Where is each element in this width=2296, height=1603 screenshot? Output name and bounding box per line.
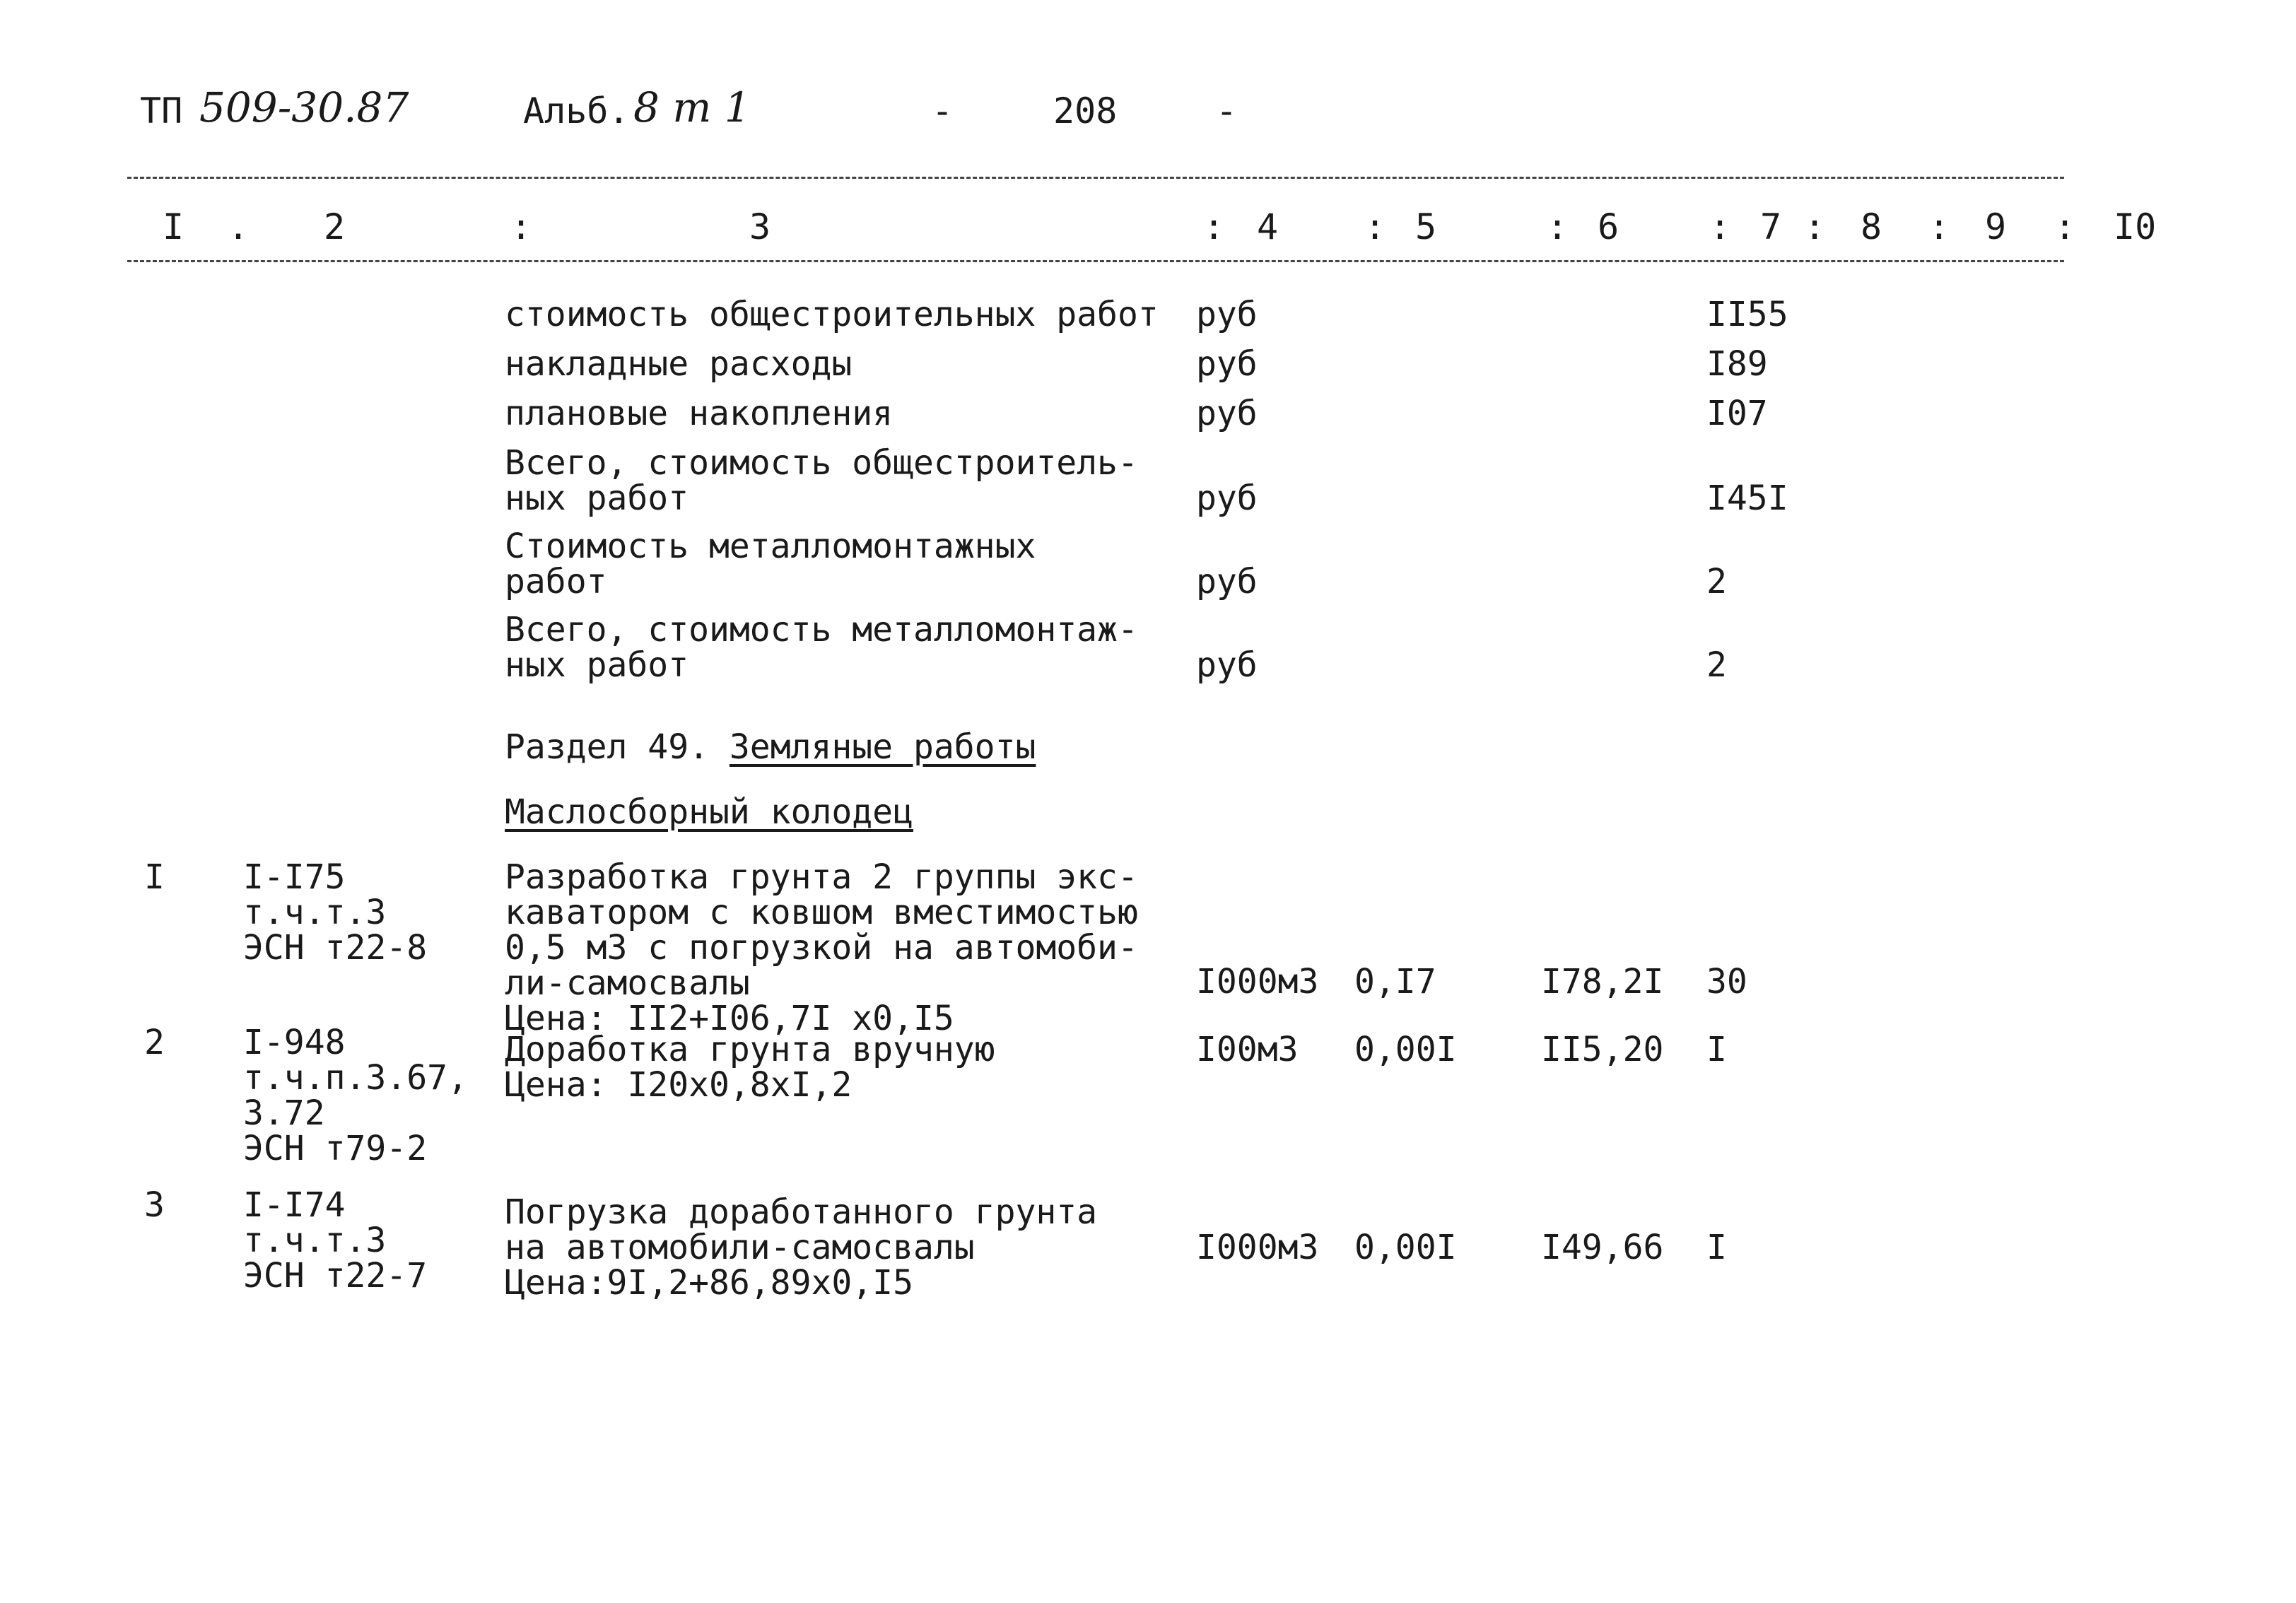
summary-amount: II55 bbox=[1706, 295, 1788, 334]
column-separator: : bbox=[1364, 206, 1386, 247]
summary-unit: руб bbox=[1196, 344, 1258, 384]
item-price: I49,66 bbox=[1541, 1228, 1664, 1267]
summary-name: стоимость общестроительных работ bbox=[505, 295, 1159, 334]
summary-amount: I89 bbox=[1706, 344, 1768, 384]
column-header: 5 bbox=[1415, 206, 1437, 247]
item-quantity: 0,00I bbox=[1354, 1228, 1457, 1267]
summary-unit: руб bbox=[1196, 645, 1258, 685]
item-price: I78,2I bbox=[1541, 962, 1664, 1002]
item-number: 3 bbox=[144, 1185, 165, 1225]
column-header: 2 bbox=[324, 206, 346, 247]
section-subtitle: Маслосборный колодец bbox=[505, 792, 913, 832]
summary-unit: руб bbox=[1196, 295, 1258, 334]
album-label: Альб. bbox=[523, 90, 630, 131]
summary-name: Всего, стоимость металломонтаж- ных работ bbox=[505, 610, 1138, 685]
column-separator: : bbox=[1928, 206, 1950, 247]
item-description: Доработка грунта вручную Цена: I20x0,8xI,2 bbox=[505, 1030, 995, 1105]
item-code: I-948 т.ч.п.3.67, 3.72 ЭСН т79-2 bbox=[243, 1023, 468, 1168]
column-header: 6 bbox=[1598, 206, 1620, 247]
tp-label: ТП bbox=[140, 90, 183, 131]
summary-name: накладные расходы bbox=[505, 344, 853, 384]
column-separator: . bbox=[228, 206, 250, 247]
item-col7: I bbox=[1706, 1030, 1727, 1069]
summary-name: Всего, стоимость общестроитель- ных работ bbox=[505, 443, 1138, 518]
summary-unit: руб bbox=[1196, 478, 1258, 518]
item-unit: I000м3 bbox=[1196, 962, 1319, 1002]
column-header: 7 bbox=[1760, 206, 1782, 247]
item-number: I bbox=[144, 857, 165, 897]
column-separator: : bbox=[1203, 206, 1225, 247]
header-dash-left: - bbox=[932, 90, 954, 131]
page-number: 208 bbox=[1053, 90, 1118, 131]
item-description: Погрузка доработанного грунта на автомобили-самосвалы Цена:9I,2+86,89x0,I5 bbox=[505, 1192, 1098, 1303]
album-number: 8 т 1 bbox=[633, 83, 751, 131]
summary-amount: 2 bbox=[1706, 562, 1727, 601]
item-description: Разработка грунта 2 группы экс- каватором с ковшом вместимостью 0,5 м3 с погрузкой на автомоби- ли-самосвалы Цена: II2+I06,7I x0,I5 bbox=[505, 857, 1138, 1038]
item-number: 2 bbox=[144, 1023, 165, 1062]
summary-amount: I45I bbox=[1706, 478, 1788, 518]
column-separator: : bbox=[1804, 206, 1826, 247]
column-header: 8 bbox=[1861, 206, 1882, 247]
item-code: I-I75 т.ч.т.3 ЭСН т22-8 bbox=[243, 857, 428, 968]
section-heading bbox=[505, 729, 1036, 765]
column-header: I bbox=[163, 206, 184, 247]
column-separator: : bbox=[510, 206, 532, 247]
item-unit: I000м3 bbox=[1196, 1228, 1319, 1267]
section-prefix: Раздел 49. bbox=[505, 727, 709, 767]
summary-amount: 2 bbox=[1706, 645, 1727, 685]
item-quantity: 0,00I bbox=[1354, 1030, 1457, 1069]
item-col7: 30 bbox=[1706, 962, 1747, 1002]
item-price: II5,20 bbox=[1541, 1030, 1664, 1069]
summary-unit: руб bbox=[1196, 394, 1258, 433]
section-title: Земляные работы bbox=[729, 727, 1036, 767]
item-unit: I00м3 bbox=[1196, 1030, 1299, 1069]
column-header: I0 bbox=[2114, 206, 2157, 247]
header-dash-right: - bbox=[1216, 90, 1238, 131]
header-rule-bottom bbox=[127, 260, 2064, 262]
tp-number: 509-30.87 bbox=[199, 83, 409, 131]
summary-unit: руб bbox=[1196, 562, 1258, 601]
summary-name: плановые накопления bbox=[505, 394, 894, 433]
column-separator: : bbox=[1547, 206, 1569, 247]
column-header: 3 bbox=[749, 206, 771, 247]
column-header: 9 bbox=[1985, 206, 2007, 247]
item-col7: I bbox=[1706, 1228, 1727, 1267]
summary-amount: I07 bbox=[1706, 394, 1768, 433]
header-rule-top bbox=[127, 177, 2064, 179]
column-separator: : bbox=[1709, 206, 1731, 247]
item-code: I-I74 т.ч.т.3 ЭСН т22-7 bbox=[243, 1185, 428, 1296]
column-separator: : bbox=[2054, 206, 2076, 247]
item-quantity: 0,I7 bbox=[1354, 962, 1436, 1002]
column-header: 4 bbox=[1257, 206, 1279, 247]
summary-name: Стоимость металломонтажных работ bbox=[505, 527, 1036, 601]
